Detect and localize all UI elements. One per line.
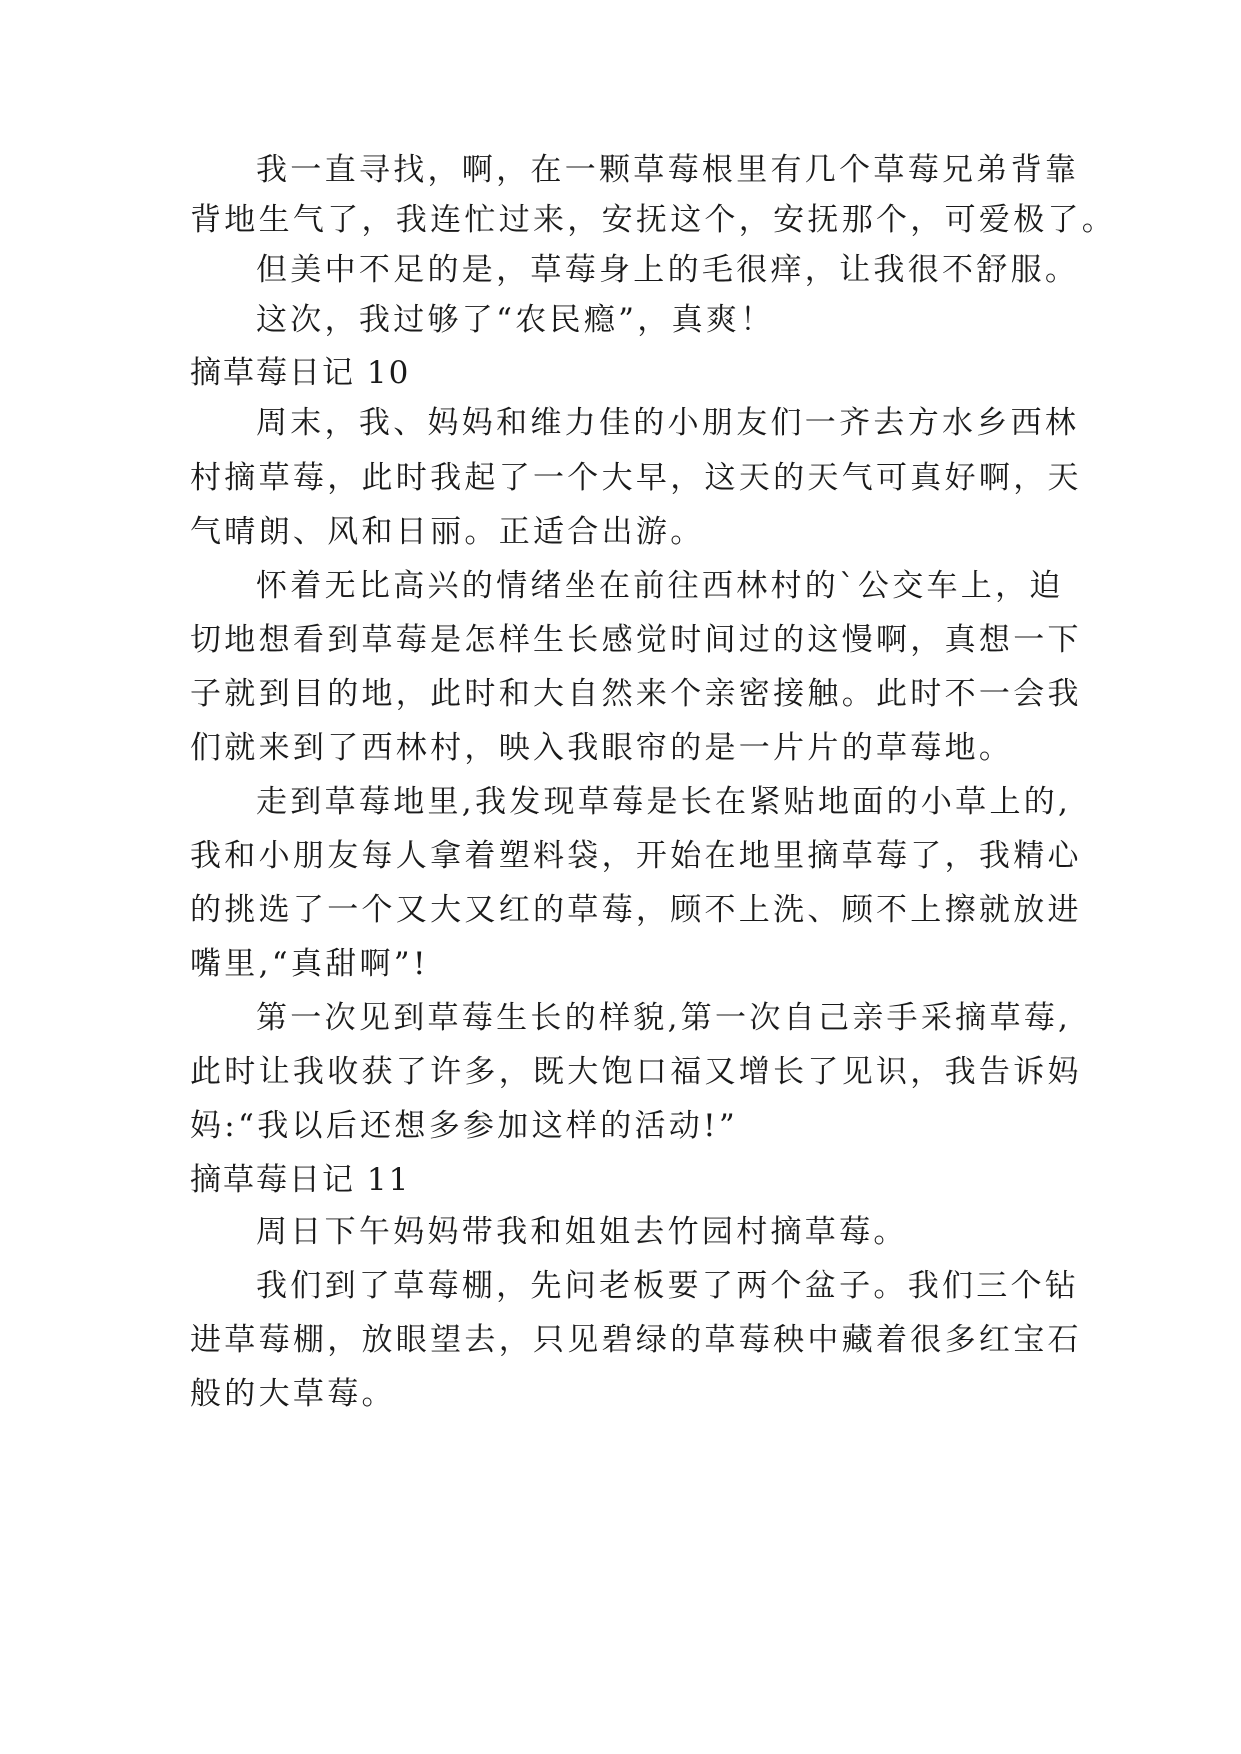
- paragraph-line: 切地想看到草莓是怎样生长感觉时间过的这慢啊，真想一下: [190, 622, 1082, 658]
- paragraph-line: 我一直寻找，啊，在一颗草莓根里有几个草莓兄弟背靠: [256, 152, 1080, 188]
- section-heading: 摘草莓日记 11: [190, 1162, 411, 1198]
- paragraph-line: 们就来到了西林村，映入我眼帘的是一片片的草莓地。: [190, 730, 1014, 766]
- paragraph-line: 我和小朋友每人拿着塑料袋，开始在地里摘草莓了，我精心: [190, 838, 1082, 874]
- paragraph-line: 我们到了草莓棚，先问老板要了两个盆子。我们三个钻: [256, 1268, 1080, 1304]
- section-heading: 摘草莓日记 10: [190, 355, 411, 391]
- paragraph-line: 子就到目的地，此时和大自然来个亲密接触。此时不一会我: [190, 676, 1082, 712]
- paragraph-line: 周末，我、妈妈和维力佳的小朋友们一齐去方水乡西林: [256, 405, 1080, 441]
- paragraph-line: 妈:“我以后还想多参加这样的活动!”: [190, 1108, 738, 1144]
- paragraph-line: 进草莓棚，放眼望去，只见碧绿的草莓秧中藏着很多红宝石: [190, 1322, 1082, 1358]
- paragraph-line: 怀着无比高兴的情绪坐在前往西林村的`公交车上，迫: [256, 568, 1064, 604]
- paragraph-line: 背地生气了，我连忙过来，安抚这个，安抚那个，可爱极了。: [190, 202, 1117, 238]
- paragraph-line: 但美中不足的是，草莓身上的毛很痒，让我很不舒服。: [256, 252, 1080, 288]
- paragraph-line: 第一次见到草莓生长的样貌,第一次自己亲手采摘草莓,: [256, 1000, 1072, 1036]
- paragraph-line: 般的大草莓。: [190, 1376, 396, 1412]
- paragraph-line: 气晴朗、风和日丽。正适合出游。: [190, 514, 705, 550]
- paragraph-line: 这次，我过够了“农民瘾”，真爽！: [256, 302, 775, 338]
- paragraph-line: 嘴里,“真甜啊”!: [190, 946, 429, 982]
- paragraph-line: 的挑选了一个又大又红的草莓，顾不上洗、顾不上擦就放进: [190, 892, 1082, 928]
- paragraph-line: 走到草莓地里,我发现草莓是长在紧贴地面的小草上的,: [256, 784, 1072, 820]
- document-page: [190, 0, 1117, 1754]
- paragraph-line: 村摘草莓，此时我起了一个大早，这天的天气可真好啊，天: [190, 460, 1082, 496]
- paragraph-line: 周日下午妈妈带我和姐姐去竹园村摘草莓。: [256, 1214, 908, 1250]
- paragraph-line: 此时让我收获了许多，既大饱口福又增长了见识，我告诉妈: [190, 1054, 1082, 1090]
